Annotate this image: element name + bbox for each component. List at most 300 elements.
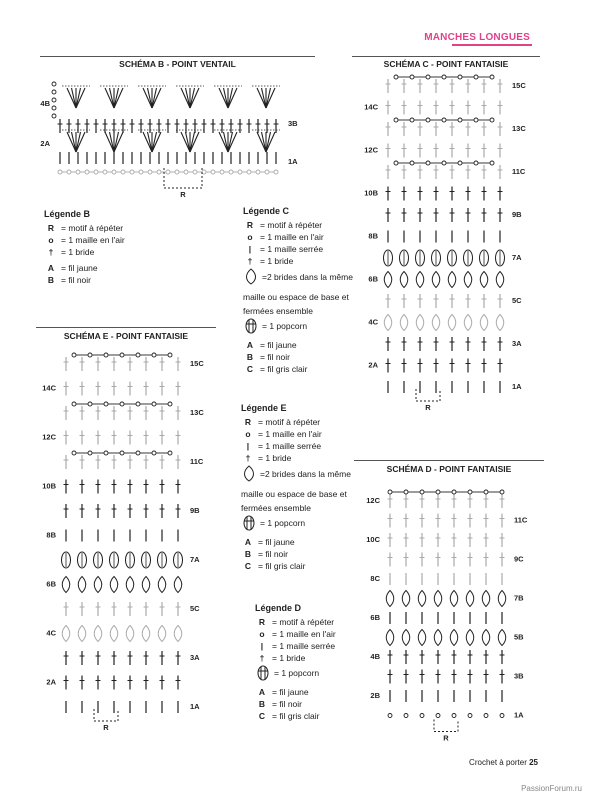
schema-b-row-4B-fan-0-4	[76, 88, 85, 108]
schema-d-label-right-5B: 5B	[514, 632, 524, 642]
schema-b-chain-base-9	[139, 170, 143, 174]
schema-b-label-right-1A: 1A	[288, 157, 298, 166]
schema-b-row-2A-fan-5-1	[262, 132, 267, 152]
schema-b-row-4B-fan-2-1	[148, 88, 153, 108]
schema-c-chain-15C-2	[426, 75, 430, 79]
legend-b-title: Légende B	[44, 209, 91, 219]
schema-b-row-4B-fan-1-0	[105, 88, 114, 108]
legend_e-item-2-symbol: |	[246, 441, 250, 451]
schema-e-chain-13C-1	[88, 402, 92, 406]
legend_e-item-1-text: = 1 maille en l'air	[258, 429, 322, 439]
legend_d-popcorn-icon	[255, 664, 271, 682]
schema-c-label-left-4C: 4C	[368, 317, 378, 327]
legend_b-color-1-text: = fil noir	[61, 275, 91, 285]
schema-b-chain-base-3	[85, 170, 89, 174]
legend_b-item-1	[44, 234, 125, 246]
schema-e-row-6B-3	[110, 577, 118, 593]
schema-c-row-6B-2	[416, 272, 424, 288]
schema-c-row-6B-3	[432, 272, 440, 288]
schema-b-row-2A-fan-1-0	[105, 132, 114, 152]
legend_e-popcorn	[241, 514, 361, 532]
schema-b-row-2A-fan-3-3	[190, 132, 195, 152]
schema-b-row-2A-fan-0-0	[67, 132, 76, 152]
legend_c-item-1-symbol: o	[247, 232, 253, 242]
schema-b-row-4B-fan-3-0	[181, 88, 190, 108]
schema-e-row-4C-4	[126, 626, 134, 642]
schema-c-row-4C-0	[384, 315, 392, 331]
legend_d-popcorn	[255, 664, 355, 682]
schema-c-chain-13C-2	[426, 118, 430, 122]
schema-b-chain-base-2	[76, 170, 80, 174]
schema-c-label-right-1A: 1A	[512, 382, 522, 391]
schema-b-row-2A-fan-1-3	[114, 132, 119, 152]
legend_d-item-3	[255, 652, 355, 664]
schema-b-row-2A-fan-3-1	[186, 132, 191, 152]
schema-e-chain-13C-6	[168, 402, 172, 406]
schema-e-row-6B-5	[142, 577, 150, 593]
legend_e-double-line2: maille ou espace de base et	[241, 489, 347, 499]
schema-b-row-2A-fan-4-0	[219, 132, 228, 152]
legend_c-color-1-symbol: B	[246, 352, 254, 362]
schema-e-label-left-10B: 10B	[42, 481, 56, 491]
schema-b-chain-base-6	[112, 170, 116, 174]
schema-c-row-4C-5	[464, 315, 472, 331]
legend_b-color-0-symbol: A	[47, 263, 55, 273]
schema-b-row-4B-fan-3-4	[190, 88, 199, 108]
schema-e-chain-15C-5	[152, 353, 156, 357]
schema-d-chain-12C-7	[500, 490, 504, 494]
schema-d-label-left-12C: 12C	[366, 496, 380, 505]
schema-e-chain-13C-4	[136, 402, 140, 406]
legend_e-color-0-text: = fil jaune	[258, 537, 295, 547]
legend_d-item-2-symbol: |	[260, 641, 264, 651]
legend-c-title: Légende C	[243, 206, 290, 216]
legend_c-item-1-text: = 1 maille en l'air	[260, 232, 324, 242]
schema-d-chain-12C-5	[468, 490, 472, 494]
schema-d-row-5B-1	[402, 630, 410, 646]
schema-b-row-2A-fan-0-3	[76, 132, 81, 152]
schema-e-row-4C-1	[78, 626, 86, 642]
legend_e-double-crochet-text: =2 brides dans la même	[260, 469, 351, 479]
schema-e-row-6B-7	[174, 577, 182, 593]
legend_d-color-0	[255, 686, 355, 698]
schema-e-chain-11C-0	[72, 451, 76, 455]
schema-d-label-right-3B: 3B	[514, 671, 524, 681]
schema-b-chain-base-19	[229, 170, 233, 174]
schema-b-label-left-4B: 4B	[40, 99, 50, 108]
schema-c-chain-11C-6	[490, 161, 494, 165]
schema-b-row-4B-fan-1-1	[110, 88, 115, 108]
schema-c-label-right-9B: 9B	[512, 210, 522, 219]
schema-e-label-right-11C: 11C	[190, 457, 204, 466]
schema-b-row-4B-fan-4-3	[228, 88, 233, 108]
schema-b-chain-base-7	[121, 170, 125, 174]
schema-c-title: SCHÉMA C - POINT FANTAISIE	[383, 59, 509, 69]
schema-e-chain-15C-3	[120, 353, 124, 357]
schema-c-row-4C-2	[416, 315, 424, 331]
schema-c-chain-11C-4	[458, 161, 462, 165]
schema-d-row-7B-6	[482, 591, 490, 607]
legend_b-item-2-symbol: †	[48, 247, 54, 257]
schema-e-rule	[36, 327, 216, 328]
schema-d-label-right-9C: 9C	[514, 554, 524, 564]
schema-b-chain-base-20	[238, 170, 242, 174]
schema-d-repeat-label: R	[443, 733, 449, 743]
schema-e-label-right-15C: 15C	[190, 359, 204, 368]
schema-e-label-right-1A: 1A	[190, 702, 200, 711]
schema-b-row-4B-fan-2-4	[152, 88, 161, 108]
legend_d-item-2	[255, 640, 355, 652]
schema-c-chain-11C-1	[410, 161, 414, 165]
legend-e	[241, 402, 361, 572]
schema-e-row-6B-6	[158, 577, 166, 593]
schema-e-chain-11C-3	[120, 451, 124, 455]
legend_e-double-line3: fermées ensemble	[241, 503, 311, 513]
schema-b-edge-2	[52, 98, 56, 102]
legend_e-popcorn-icon	[241, 514, 257, 532]
schema-d-row-7B-2	[418, 591, 426, 607]
schema-b-chain-base-22	[256, 170, 260, 174]
legend_e-color-2	[241, 560, 361, 572]
schema-d-row-1A-2	[420, 714, 424, 718]
schema-b-row-4B-fan-0-0	[67, 88, 76, 108]
schema-b-row-4B-fan-5-4	[266, 88, 275, 108]
legend_d-item-1-symbol: o	[259, 629, 265, 639]
schema-b-row-4B-fan-3-3	[190, 88, 195, 108]
schema-b-row-2A-fan-3-0	[181, 132, 190, 152]
legend_d-color-1-symbol: B	[258, 699, 266, 709]
schema-b-row-4B-fan-3-1	[186, 88, 191, 108]
schema-e-row-4C-6	[158, 626, 166, 642]
schema-e-label-right-5C: 5C	[190, 604, 200, 613]
schema-b-row-4B-fan-1-4	[114, 88, 123, 108]
schema-c-chain-11C-2	[426, 161, 430, 165]
schema-c-chain-13C-3	[442, 118, 446, 122]
schema-b-chain-base-24	[274, 170, 278, 174]
schema-e-chain-15C-1	[88, 353, 92, 357]
schema-e-chain-13C-5	[152, 402, 156, 406]
schema-c-chain-11C-5	[474, 161, 478, 165]
schema-e-chain-11C-2	[104, 451, 108, 455]
schema-b-chain-base-17	[211, 170, 215, 174]
schema-d-row-1A-7	[500, 714, 504, 718]
legend_d-item-3-text: = 1 bride	[272, 653, 306, 663]
schema-d-chain-12C-3	[436, 490, 440, 494]
legend_c-double-crochet	[243, 267, 363, 287]
schema-d-row-5B-3	[434, 630, 442, 646]
schema-e-chain-11C-1	[88, 451, 92, 455]
schema-c-row-4C-4	[448, 315, 456, 331]
legend_b-item-2-text: = 1 bride	[61, 247, 95, 257]
page-number: 25	[529, 758, 538, 767]
schema-e-row-4C-0	[62, 626, 70, 642]
legend_e-item-2	[241, 440, 361, 452]
legend_c-color-1	[243, 351, 363, 363]
schema-b-chain-base-15	[193, 170, 197, 174]
schema-c-chain-15C-6	[490, 75, 494, 79]
schema-e-row-4C-7	[174, 626, 182, 642]
schema-b-row-4B-fan-5-0	[257, 88, 266, 108]
legend_c-double-crochet-icon	[243, 267, 259, 287]
schema-d-label-left-6B: 6B	[370, 613, 380, 622]
schema-b-chain-base-13	[175, 170, 179, 174]
schema-b-row-4B-fan-2-3	[152, 88, 157, 108]
schema-c-chain-13C-1	[410, 118, 414, 122]
legend-e-title: Légende E	[241, 403, 287, 413]
schema-d-row-7B-7	[498, 591, 506, 607]
schema-d-title: SCHÉMA D - POINT FANTAISIE	[386, 464, 512, 474]
schema-b-row-2A-fan-2-1	[148, 132, 153, 152]
legend_c-color-0-symbol: A	[246, 340, 254, 350]
schema-c-chain-13C-5	[474, 118, 478, 122]
legend_c-color-2-symbol: C	[246, 364, 254, 374]
section-rule	[452, 44, 532, 46]
schema-c-chain-13C-0	[394, 118, 398, 122]
schema-d-row-5B-7	[498, 630, 506, 646]
schema-e-row-4C-2	[94, 626, 102, 642]
schema-d-chain-12C-0	[388, 490, 392, 494]
legend_d-item-3-symbol: †	[259, 653, 265, 663]
legend_b-item-0-symbol: R	[47, 223, 55, 233]
legend_b-color-1-symbol: B	[47, 275, 55, 285]
schema-e-row-6B-0	[62, 577, 70, 593]
legend_c-color-1-text: = fil noir	[260, 352, 290, 362]
legend_c-color-0-text: = fil jaune	[260, 340, 297, 350]
legend_c-item-0	[243, 219, 363, 231]
legend-b	[44, 208, 125, 286]
schema-b-row-2A-fan-2-3	[152, 132, 157, 152]
legend_e-item-0	[241, 416, 361, 428]
schema-b-row-4B-fan-1-3	[114, 88, 119, 108]
schema-c-row-4C-6	[480, 315, 488, 331]
schema-d-chain-12C-6	[484, 490, 488, 494]
schema-e-label-right-9B: 9B	[190, 506, 200, 515]
schema-d-row-5B-0	[386, 630, 394, 646]
legend_c-item-2-text: = 1 maille serrée	[260, 244, 324, 254]
schema-b-row-2A-fan-3-4	[190, 132, 199, 152]
schema-e-row-4C-3	[110, 626, 118, 642]
schema-d-label-left-8C: 8C	[370, 574, 380, 583]
legend_c-item-0-symbol: R	[246, 220, 254, 230]
legend_c-color-2-text: = fil gris clair	[260, 364, 308, 374]
legend_d-color-1-text: = fil noir	[272, 699, 302, 709]
schema-e-chain-15C-0	[72, 353, 76, 357]
schema-e-label-left-14C: 14C	[42, 383, 56, 393]
schema-e-chain-11C-6	[168, 451, 172, 455]
schema-d-chain-12C-2	[420, 490, 424, 494]
legend_c-item-3	[243, 255, 363, 267]
schema-e-label-right-13C: 13C	[190, 408, 204, 417]
legend_e-color-0-symbol: A	[244, 537, 252, 547]
legend_e-color-2-symbol: C	[244, 561, 252, 571]
schema-e-label-right-7A: 7A	[190, 555, 200, 564]
legend_d-item-1-text: = 1 maille en l'air	[272, 629, 336, 639]
schema-c-rule	[352, 56, 540, 57]
schema-d-chain-12C-4	[452, 490, 456, 494]
schema-e-title: SCHÉMA E - POINT FANTAISIE	[63, 331, 189, 341]
schema-c-chain-15C-0	[394, 75, 398, 79]
legend_b-item-1-text: = 1 maille en l'air	[61, 235, 125, 245]
schema-c-chain-15C-3	[442, 75, 446, 79]
schema-e-chain-13C-0	[72, 402, 76, 406]
schema-b-chain-base-5	[103, 170, 107, 174]
legend_b-item-2	[44, 246, 125, 258]
schema-b-chain-base-10	[148, 170, 152, 174]
schema-c-row-4C-7	[496, 315, 504, 331]
schema-c-row-6B-0	[384, 272, 392, 288]
legend_e-item-0-symbol: R	[244, 417, 252, 427]
schema-c-row-4C-1	[400, 315, 408, 331]
schema-d-row-7B-1	[402, 591, 410, 607]
schema-b-row-2A-fan-0-1	[72, 132, 77, 152]
legend_e-color-1	[241, 548, 361, 560]
legend_c-item-0-text: = motif à répéter	[260, 220, 323, 230]
schema-b-chain-base-12	[166, 170, 170, 174]
magazine-name: Crochet à porter	[469, 758, 527, 767]
legend_d-color-1	[255, 698, 355, 710]
schema-b-row-2A-fan-2-4	[152, 132, 161, 152]
legend_c-popcorn	[243, 317, 363, 335]
schema-b-row-2A-fan-0-4	[76, 132, 85, 152]
schema-e-chain-11C-5	[152, 451, 156, 455]
legend-d	[255, 602, 355, 722]
schema-e-chain-15C-4	[136, 353, 140, 357]
schema-d-row-5B-6	[482, 630, 490, 646]
watermark: PassionForum.ru	[521, 784, 582, 793]
schema-d-label-right-7B: 7B	[514, 593, 524, 603]
legend_c-item-2-symbol: |	[248, 244, 252, 254]
legend_d-color-0-symbol: A	[258, 687, 266, 697]
schema-c-label-right-7A: 7A	[512, 253, 522, 262]
schema-d-label-left-10C: 10C	[366, 535, 380, 544]
schema-b-edge-1	[52, 90, 56, 94]
schema-b-label-right-3B: 3B	[288, 119, 298, 128]
page-footer	[469, 758, 538, 767]
schema-d-label-right-11C: 11C	[514, 515, 528, 525]
schema-b-row-4B-fan-0-1	[72, 88, 77, 108]
legend_c-item-1	[243, 231, 363, 243]
schema-c-label-left-12C: 12C	[364, 145, 378, 155]
legend_e-color-2-text: = fil gris clair	[258, 561, 306, 571]
schema-b-edge-3	[52, 106, 56, 110]
legend_d-item-1	[255, 628, 355, 640]
schema-b-chain-base-11	[157, 170, 161, 174]
schema-c-label-left-2A: 2A	[368, 360, 378, 370]
schema-e-repeat-label: R	[103, 723, 109, 732]
legend_b-item-1-symbol: o	[48, 235, 54, 245]
legend_e-item-3-text: = 1 bride	[258, 453, 292, 463]
schema-d-row-1A-0	[388, 714, 392, 718]
schema-b-row-4B-fan-4-0	[219, 88, 228, 108]
schema-c-repeat-label: R	[425, 403, 431, 412]
schema-b-chain-base-16	[202, 170, 206, 174]
schema-b-edge-0	[52, 82, 56, 86]
schema-e-label-left-12C: 12C	[42, 432, 56, 442]
schema-d-row-1A-4	[452, 714, 456, 718]
legend_e-item-0-text: = motif à répéter	[258, 417, 321, 427]
schema-b-chart	[40, 72, 320, 202]
schema-d-row-1A-3	[436, 714, 440, 718]
schema-b-row-2A-fan-5-3	[266, 132, 271, 152]
schema-c-chain-15C-1	[410, 75, 414, 79]
schema-b-row-4B-fan-4-4	[228, 88, 237, 108]
legend_d-color-2-symbol: C	[258, 711, 266, 721]
schema-b-title: SCHÉMA B - POINT VENTAIL	[119, 59, 236, 69]
legend-d-title: Légende D	[255, 603, 302, 613]
schema-c-label-right-13C: 13C	[512, 124, 526, 133]
schema-b-row-2A-fan-4-1	[224, 132, 229, 152]
schema-b-row-2A-fan-5-0	[257, 132, 266, 152]
schema-c-chain-15C-4	[458, 75, 462, 79]
schema-b-row-2A-fan-1-1	[110, 132, 115, 152]
schema-c-chain-15C-5	[474, 75, 478, 79]
schema-b-row-4B-fan-4-1	[224, 88, 229, 108]
schema-c-row-6B-4	[448, 272, 456, 288]
schema-b-chain-base-4	[94, 170, 98, 174]
schema-b-row-4B-fan-5-3	[266, 88, 271, 108]
legend_c-item-3-text: = 1 bride	[260, 256, 294, 266]
schema-e-label-left-6B: 6B	[46, 579, 56, 589]
schema-e-row-6B-4	[126, 577, 134, 593]
legend_d-popcorn-text: = 1 popcorn	[274, 668, 320, 678]
schema-c-chain-13C-4	[458, 118, 462, 122]
schema-d-label-right-1A: 1A	[514, 710, 524, 720]
schema-d-chain-12C-1	[404, 490, 408, 494]
legend_e-item-1-symbol: o	[245, 429, 251, 439]
schema-d-chart	[362, 485, 552, 745]
legend_e-item-3-symbol: †	[245, 453, 251, 463]
legend_e-item-2-text: = 1 maille serrée	[258, 441, 322, 451]
schema-d-label-left-2B: 2B	[370, 691, 380, 700]
schema-e-label-right-3A: 3A	[190, 653, 200, 662]
legend_c-color-0	[243, 339, 363, 351]
schema-e-label-left-2A: 2A	[46, 677, 56, 687]
schema-b-chain-base-1	[67, 170, 71, 174]
schema-d-row-7B-3	[434, 591, 442, 607]
schema-b-rule	[40, 56, 315, 57]
schema-c-chain-11C-3	[442, 161, 446, 165]
schema-e-chart	[38, 350, 228, 745]
schema-e-label-left-8B: 8B	[46, 530, 56, 540]
schema-b-row-2A-fan-4-4	[228, 132, 237, 152]
schema-e-chain-15C-6	[168, 353, 172, 357]
legend_d-item-0	[255, 616, 355, 628]
schema-e-chain-13C-3	[120, 402, 124, 406]
schema-d-row-1A-6	[484, 714, 488, 718]
schema-c-row-6B-1	[400, 272, 408, 288]
legend_c-double-line2: maille ou espace de base et	[243, 292, 349, 302]
schema-e-chain-13C-2	[104, 402, 108, 406]
schema-b-label-left-2A: 2A	[40, 139, 50, 148]
schema-b-chain-base-14	[184, 170, 188, 174]
legend_d-color-0-text: = fil jaune	[272, 687, 309, 697]
legend_e-item-3	[241, 452, 361, 464]
schema-e-label-left-4C: 4C	[46, 628, 56, 638]
legend_c-double-crochet-text: =2 brides dans la même	[262, 272, 353, 282]
legend-c	[243, 205, 363, 375]
schema-c-label-right-3A: 3A	[512, 339, 522, 348]
schema-b-row-4B-fan-0-3	[76, 88, 81, 108]
schema-c-row-6B-6	[480, 272, 488, 288]
schema-d-row-5B-5	[466, 630, 474, 646]
schema-b-chain-base-18	[220, 170, 224, 174]
legend_c-popcorn-text: = 1 popcorn	[262, 321, 308, 331]
legend_e-color-1-symbol: B	[244, 549, 252, 559]
schema-c-row-6B-5	[464, 272, 472, 288]
schema-e-row-4C-5	[142, 626, 150, 642]
schema-d-label-left-4B: 4B	[370, 652, 380, 661]
schema-e-chain-11C-4	[136, 451, 140, 455]
